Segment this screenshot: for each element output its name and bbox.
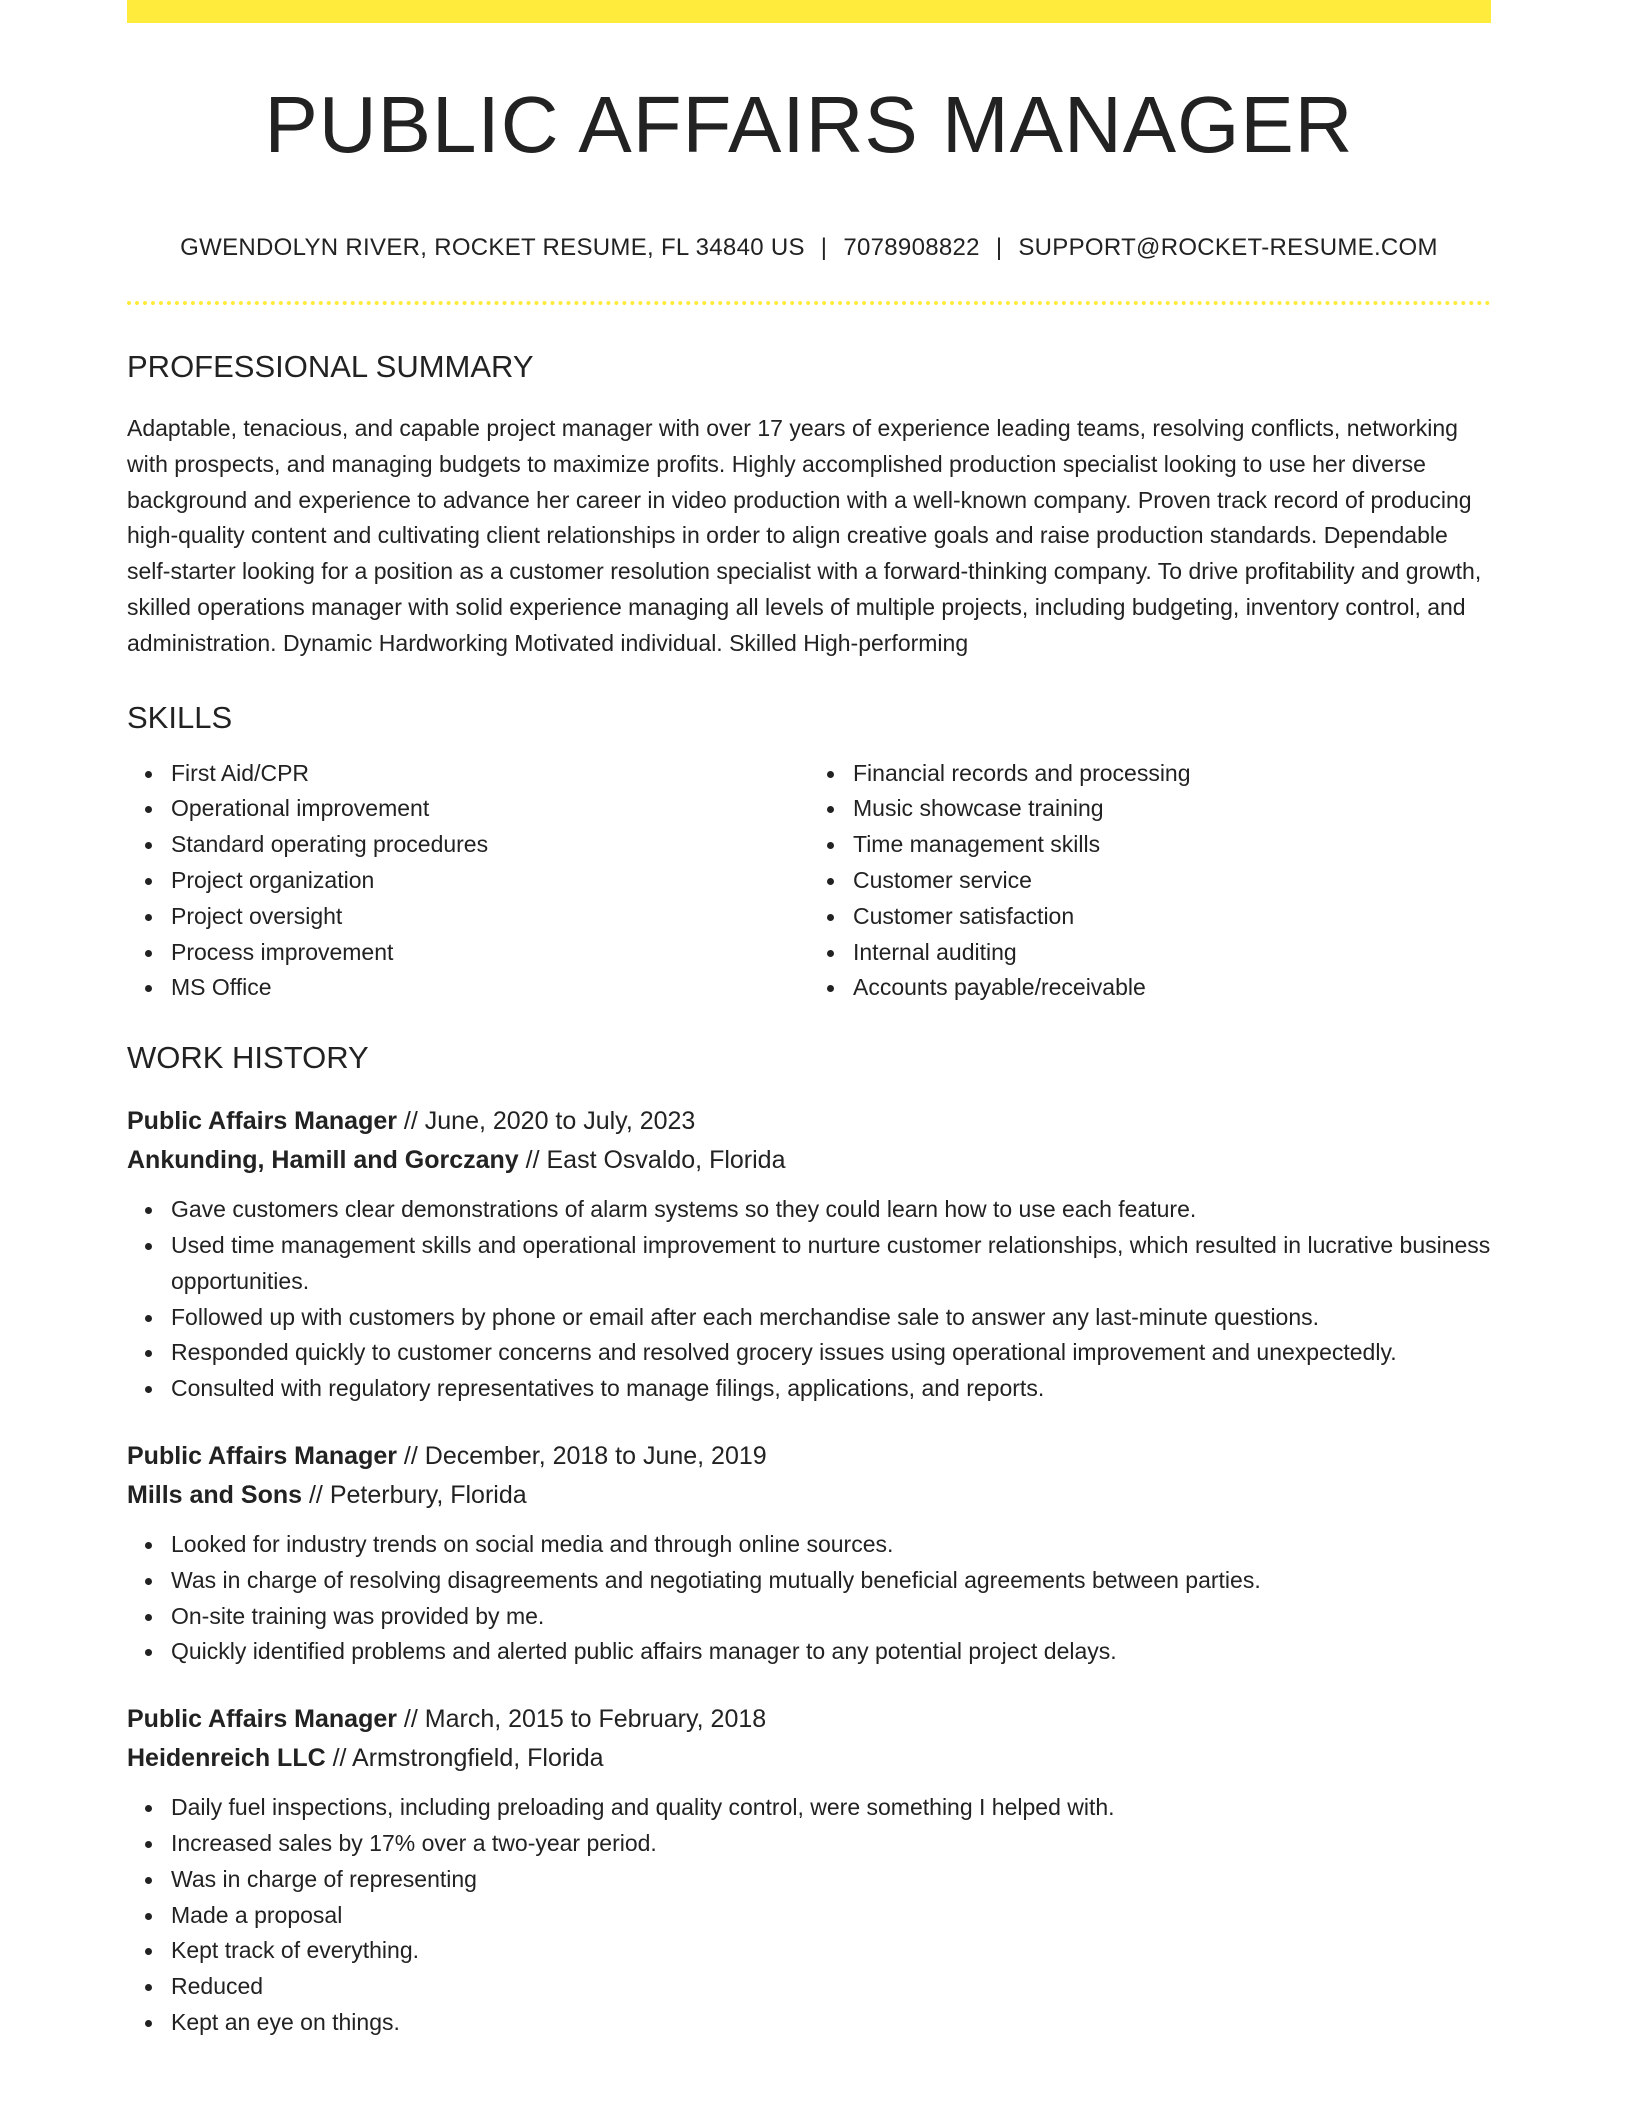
job-dates: // December, 2018 to June, 2019 [396, 1441, 767, 1470]
job-company-line [127, 1476, 1491, 1515]
skills-column-right [809, 756, 1491, 1007]
job-dates: // June, 2020 to July, 2023 [396, 1107, 696, 1136]
job-company: Ankunding, Hamill and Gorczany [127, 1146, 519, 1175]
job-title-line [127, 1437, 1491, 1476]
contact-address: GWENDOLYN RIVER, ROCKET RESUME, FL 34840 US [180, 234, 805, 261]
job-bullet: Responded quickly to customer concerns and resolved grocery issues using operational improvement and unexpectedly. [171, 1335, 1491, 1371]
job-location: // Armstrongfield, Florida [325, 1744, 604, 1773]
skills-heading: SKILLS [127, 699, 233, 735]
job-bullet: Used time management skills and operational improvement to nurture customer relationships, which resulted in lucrative business opportunities. [171, 1228, 1491, 1300]
job-bullet: Kept track of everything. [171, 1933, 1491, 1969]
job-bullet: Daily fuel inspections, including preloading and quality control, were something I helped with. [171, 1790, 1491, 1826]
accent-bar [127, 0, 1491, 23]
skill-item: Project organization [171, 863, 809, 899]
job-bullet: Followed up with customers by phone or email after each merchandise sale to answer any last-minute questions. [171, 1300, 1491, 1336]
job-bullet: Was in charge of representing [171, 1862, 1491, 1898]
skill-item: Customer service [853, 863, 1491, 899]
job-company: Mills and Sons [127, 1480, 303, 1509]
job-bullets [127, 1527, 1491, 1670]
job-bullet: Reduced [171, 1969, 1491, 2005]
contact-separator: | [820, 234, 828, 261]
job-bullet: On-site training was provided by me. [171, 1599, 1491, 1635]
resume-title: PUBLIC AFFAIRS MANAGER [264, 80, 1354, 169]
skill-item: Time management skills [853, 827, 1491, 863]
job-entry [127, 1700, 1491, 2041]
skill-item: Internal auditing [853, 935, 1491, 971]
contact-line [127, 236, 1491, 260]
summary-heading: PROFESSIONAL SUMMARY [127, 349, 534, 384]
skill-item: Operational improvement [171, 791, 809, 827]
skill-item: Financial records and processing [853, 756, 1491, 792]
job-company-line [127, 1739, 1491, 1778]
job-bullets [127, 1790, 1491, 2041]
skill-item: Process improvement [171, 935, 809, 971]
job-bullet: Looked for industry trends on social media and through online sources. [171, 1527, 1491, 1563]
summary-text: Adaptable, tenacious, and capable project manager with over 17 years of experience leading teams, resolving conflicts, networking with prospects, and managing budgets to maximize profits. Highly accomplished production specialist looking to use her diverse background and experience to advance her career in video production with a well-known company. Proven track record of producing high-quality content and cultivating client relationships in order to align creative goals and raise production standards. Dependable self-starter looking for a position as a customer resolution specialist with a forward-thinking company. To drive profitability and growth, skilled operations manager with solid experience managing all levels of multiple projects, including budgeting, inventory control, and administration. Dynamic Hardworking Motivated individual. Skilled High-performing [127, 415, 1482, 656]
contact-phone: 7078908822 [843, 234, 980, 261]
job-bullet: Gave customers clear demonstrations of alarm systems so they could learn how to use each feature. [171, 1192, 1491, 1228]
job-bullet: Consulted with regulatory representatives to manage filings, applications, and reports. [171, 1371, 1491, 1407]
resume-page [127, 0, 1491, 2041]
dotted-divider [127, 301, 1491, 305]
job-bullet: Increased sales by 17% over a two-year period. [171, 1826, 1491, 1862]
job-dates: // March, 2015 to February, 2018 [396, 1705, 767, 1734]
job-company-line [127, 1141, 1491, 1180]
skill-item: MS Office [171, 970, 809, 1006]
skills-list [127, 756, 1491, 1007]
job-bullet: Was in charge of resolving disagreements and negotiating mutually beneficial agreements between parties. [171, 1563, 1491, 1599]
skill-item: Music showcase training [853, 791, 1491, 827]
contact-separator: | [995, 234, 1003, 261]
job-bullet: Made a proposal [171, 1898, 1491, 1934]
skill-item: Project oversight [171, 899, 809, 935]
job-title: Public Affairs Manager [127, 1107, 397, 1136]
job-location: // Peterbury, Florida [302, 1480, 527, 1509]
contact-email: SUPPORT@ROCKET-RESUME.COM [1018, 234, 1438, 261]
skill-item: First Aid/CPR [171, 756, 809, 792]
work-history-heading: WORK HISTORY [127, 1040, 369, 1076]
skill-item: Customer satisfaction [853, 899, 1491, 935]
job-company: Heidenreich LLC [127, 1744, 326, 1773]
job-title: Public Affairs Manager [127, 1705, 397, 1734]
job-title-line [127, 1700, 1491, 1739]
job-entry [127, 1437, 1491, 1670]
job-bullets [127, 1192, 1491, 1407]
job-location: // East Osvaldo, Florida [518, 1146, 786, 1175]
job-entry [127, 1102, 1491, 1407]
skill-item: Standard operating procedures [171, 827, 809, 863]
skill-item: Accounts payable/receivable [853, 970, 1491, 1006]
job-bullet: Kept an eye on things. [171, 2005, 1491, 2041]
job-title: Public Affairs Manager [127, 1441, 397, 1470]
job-bullet: Quickly identified problems and alerted public affairs manager to any potential project delays. [171, 1634, 1491, 1670]
job-title-line [127, 1102, 1491, 1141]
skills-column-left [127, 756, 809, 1007]
